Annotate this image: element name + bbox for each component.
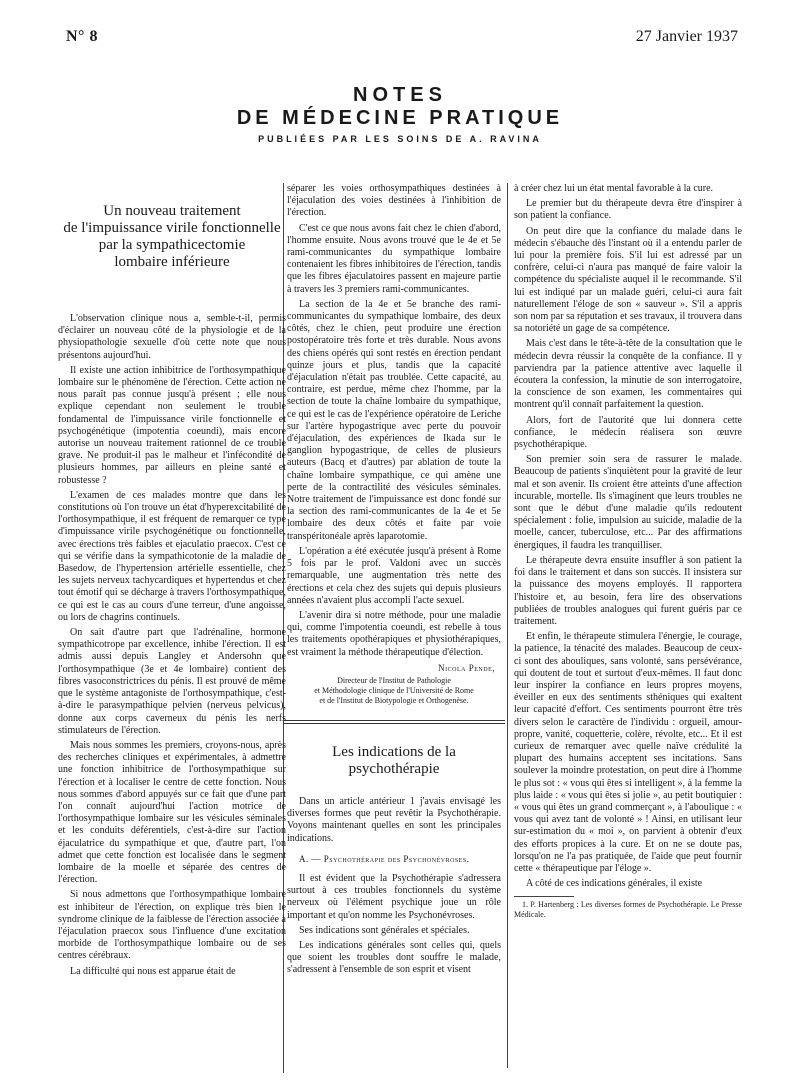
paragraph: à créer chez lui un état mental favorable à la cure. — [514, 183, 714, 194]
paragraph: On sait d'autre part que l'adrénaline, hormone sympathicotrope par excellence, inhibe l'érection. Il est admis aussi depuis Langley et Andersohn que l'orthosympathique (3e et 4e lombaire) contient des fibres vasoconstrictrices du pénis. Il est prouvé de même que le système antagoniste de l'orthosympathique, c'est-à-dire le parasympathique pelvien (nerveus pelvicus), donne aux corps caverneux du pénis les nerfs stimulateurs de l'érection. — [58, 627, 286, 736]
paragraph: Alors, fort de l'autorité que lui donnera cette confiance, le médecin réalisera son œuvre psychothérapique. — [514, 414, 742, 451]
masthead-line3: PUBLIÉES PAR LES SOINS DE A. RAVINA — [258, 134, 542, 144]
paragraph: Son premier soin sera de rassurer le malade. Beaucoup de patients s'inquiètent pour la gravité de leur mal et son avenir. Ils croient être atteints d'une affection incurable, mortelle. Ils s'imaginent que leurs troubles ne sont que le début d'une maladie qu'ils redoutent spécialement : folie, impulsion au suicide, maladie de la moelle, cancer, tuberculose, etc... Par des affirmations énergiques, il faudra les tranquilliser. — [514, 454, 742, 551]
paragraph: Dans un article antérieur 1 j'avais envisagé les diverses formes que peut revêtir la Psychothérapie. Voyons maintenant quelles en sont les principales indications. — [287, 795, 501, 844]
article1-title-line: par la sympathicectomie — [98, 237, 246, 253]
paragraph: Il existe une action inhibitrice de l'orthosympathique lombaire sur le phénomène de l'érection. Cette action ne nous paraît pas connue jusqu'à présent ; elle nous explique cependant non seulement le trouble fondamental de l'impuissance virile fonctionnelle et psychogénétique (impotentia coeundi), mais encore autorise un nouveau traitement rationnel de ce trouble grave. Ne produit-il pas le malheur et l'infécondité de plusieurs hommes, par ailleurs en pleine santé et robustesse ? — [58, 364, 286, 486]
paragraph: L'observation clinique nous a, semble-t-il, permis d'éclairer un nouveau côté de la physiologie et de la physiopathologie sexuelle d'où cette note que nous présentons aujourd'hui. — [58, 313, 286, 361]
footnote: 1. P. Hartenberg : Les diverses formes de Psychothérapie. Le Presse Médicale. — [514, 900, 742, 920]
author-affiliation — [287, 676, 501, 706]
article1-title — [58, 203, 286, 271]
paragraph: Et enfin, le thérapeute stimulera l'énergie, le courage, la patience, la ténacité des malades. Beaucoup de ceux-ci sont des abouliques, sans volonté, sans persévérance, qui doutent de tout et surtout d'eux-mêmes. Il faut donc leur inspirer la confiance en leurs propres moyens, éveiller en eux des sentiments sthéniques qui exaltent leur capacité d'effort. Ces sentiments pourront être très divers selon le caractère de l'individu : orgueil, amour-propre, vanité, coquetterie, colère, révolte, etc... Et il est curieux de remarquer avec quelle naïve crédulité la plupart des humains acceptent ses incitations. Sans soulever la moindre protestation, on peut dire à l'homme le plus sot : « vous qui êtes si intelligent », à la femme la plus laide : « vous qui êtes si jolie », au petit boutiquier : « vous qui êtes un grand commerçant », à l'aboulique : « vous qui avez tant de volonté » ! Ainsi, en utilisant leur sur-estimation du « moi », on parvient à obtenir d'eux des efforts propices à la cure. Et on ne se doute pas, lorsqu'on ne l'a pas pratiquée, de l'aide que peut fournir cette « thérapeutique par l'éloge ». — [514, 631, 742, 874]
issue-number: N° 8 — [66, 28, 98, 45]
affiliation-line: Directeur de l'Institut de Pathologie — [337, 675, 451, 685]
affiliation-line: et de l'Institut de Biotypologie et Orthogenèse. — [319, 695, 469, 705]
paragraph: La difficulté qui nous est apparue était de — [70, 965, 236, 977]
masthead — [0, 84, 800, 144]
article1-title-line: Un nouveau traitement — [103, 203, 241, 219]
article1-title-line: de l'impuissance virile fonctionnelle — [63, 220, 281, 236]
paragraph: Mais nous sommes les premiers, croyons-nous, après des recherches cliniques et expérimentales, à admettre une fonction inhibitrice de l'orthosympathique sur l'érection et à localiser le centre de cette fonction. Nous nous sommes d'abord appuyés sur ce fait que d'une part l'on connaît aujourd'hui l'action motrice de l'orthosympathique lombaire sur les vésicules séminales et les conduits déférentiels, c'est-à-dire sur l'action éjaculatrice du sympathique et que, d'autre part, l'on admet que cette fonction est localisée dans le segment lombaire de la moelle et séparée des centres de l'érection. — [58, 739, 286, 886]
column-3 — [514, 183, 742, 920]
masthead-line1: NOTES — [353, 84, 447, 106]
paragraph: Ses indications sont générales et spéciales. — [299, 924, 470, 936]
paragraph: L'opération a été exécutée jusqu'à présent à Rome 5 fois par le prof. Valdoni avec un succès remarquable, une augmentation très nette des érections et cela chez des sujets qui depuis plusieurs années n'avaient plus accompli l'acte sexuel. — [287, 545, 501, 606]
paragraph: On peut dire que la confiance du malade dans le médecin s'ébauche dès l'instant où il a entendu parler de lui pour la première fois. S'il lui est adressé par un confrère, celui-ci n'aura pas manqué de faire valoir la compétence du spécialiste auquel il le recommande. S'il lui est indiqué par un malade guéri, celui-ci aura fait naturellement l'éloge de son « sauveur ». S'il a appris son nom par sa réputation et ses travaux, il trouvera dans sa notoriété un gage de sa compétence. — [514, 225, 742, 335]
paragraph: séparer les voies orthosympathiques destinées à l'éjaculation des voies destinées à l'inhibition de l'érection. — [287, 183, 501, 219]
paragraph: Le thérapeute devra ensuite insuffler à son patient la foi dans le traitement et dans son succès. Il insistera sur la puissance des moyens employés. Il rapportera l'histoire et, au besoin, fera lire des observations publiées de troubles analogues qui furent guéris par ce traitement. — [514, 554, 742, 627]
paragraph: L'examen de ces malades montre que dans les constitutions où l'on trouve un état d'hyperexcitabilité de l'orthosympathique, il est fréquent de remarquer ce type d'impuissance virile psychogénétique ou fonctionnelle, avec érections très faibles et ejaculatio praecox. C'est ce qui se vérifie dans la sympathicotonie de la maladie de Basedow, de l'hypertension artérielle essentielle, chez les sujets nerveux tachycardiques et hypertendus et chez tout émotif qui se décharge à travers l'orthosympathique, ce qui est le cas au cours d'une terreur, d'une angoisse, ou lors de chagrins continuels. — [58, 489, 286, 623]
issue-date: 27 Janvier 1937 — [635, 28, 738, 45]
paragraph: Les indications générales sont celles qui, quels que soient les troubles dont souffre le malade, s'adressent à l'ensemble de son esprit et visent — [287, 939, 501, 976]
paragraph: La section de la 4e et 5e branche des rami-communicantes du sympathique lombaire, des deux côtés, chez le chien, peut produire une érection postopératoire très forte et très durable. Nous avons des chiens opérés qui sont restés en érection pendant quinze jours et plus, tandis que la capacité d'éjaculation n'était pas troublée. Cette capacité, au contraire, est perdue, même chez l'homme, par la section de toute la chaîne lombaire du sympathique, ce qui est le cas de l'expérience opératoire de Leriche sur l'artère hypogastrique avec perte du pouvoir d'éjaculation, des expériences de Ikada sur le ganglion hypogastrique, de celles de plusieurs auteurs (Bacq et d'autres) par ablation de toute la chaîne lombaire sympathique, ce qui amène une perte de la contractilité des vésicules séminales. Notre traitement de l'impuissance est donc fondé sur la section des rami-communicantes de la 4e et 5e lombaire des deux côtés et faite par voie transpéritonéale après laparotomie. — [287, 298, 501, 542]
paragraph: Il est évident que la Psychothérapie s'adressera surtout à ces troubles fonctionnels du système nerveux où l'élément psychique joue un rôle important et qu'on nomme les Psychonévroses. — [287, 872, 501, 921]
column-1 — [58, 183, 286, 981]
author-signature: Nicola Pende, — [438, 662, 495, 673]
footnote-rule — [514, 896, 574, 897]
article2-title: Les indications de la psychothérapie — [332, 743, 456, 777]
section-heading: A. — Psychothérapie des Psychonévroses. — [299, 853, 470, 864]
paragraph: C'est ce que nous avons fait chez le chien d'abord, l'homme ensuite. Nous avons trouvé que le 4e et 5e rami-communicantes du sympathique lombaire contenaient les fibres inhibitoires de l'érection, tandis que les fibres éjaculatoires passent en majeure partie à travers les 3 premiers rami-communicantes. — [287, 222, 501, 295]
article1-title-line: lombaire inférieure — [114, 254, 230, 270]
paragraph: Mais c'est dans le tête-à-tête de la consultation que le médecin devra réussir la conquête de la confiance. Il y parviendra par la patience attentive avec laquelle il écoutera la confession, la minutie de son interrogatoire, la conscience de son examen, les commentaires qui montrent qu'il connaît parfaitement la question. — [514, 338, 742, 411]
paragraph: L'avenir dira si notre méthode, pour une maladie qui, comme l'impotentia coeundi, est rebelle à tous les traitements opothérapiques et physiothérapiques, est vraiment la méthode thérapeutique d'élection. — [287, 609, 501, 658]
paragraph: Le premier but du thérapeute devra être d'inspirer à son patient la confiance. — [514, 198, 742, 222]
column-2 — [287, 183, 501, 980]
article-separator — [283, 720, 505, 724]
paragraph: Si nous admettons que l'orthosympathique lombaire est inhibiteur de l'érection, on explique très bien le syndrome clinique de la faiblesse de l'érection associée à l'éjaculation praecox sous l'influence d'une excitation morbide de l'orthosympathique lombaire ou de ses centres cérébraux. — [58, 889, 286, 962]
masthead-line2: DE MÉDECINE PRATIQUE — [236, 107, 564, 129]
column-rule-right — [507, 183, 508, 1068]
paragraph: A côté de ces indications générales, il existe — [526, 878, 703, 890]
affiliation-line: et Méthodologie clinique de l'Université de Rome — [314, 685, 474, 695]
